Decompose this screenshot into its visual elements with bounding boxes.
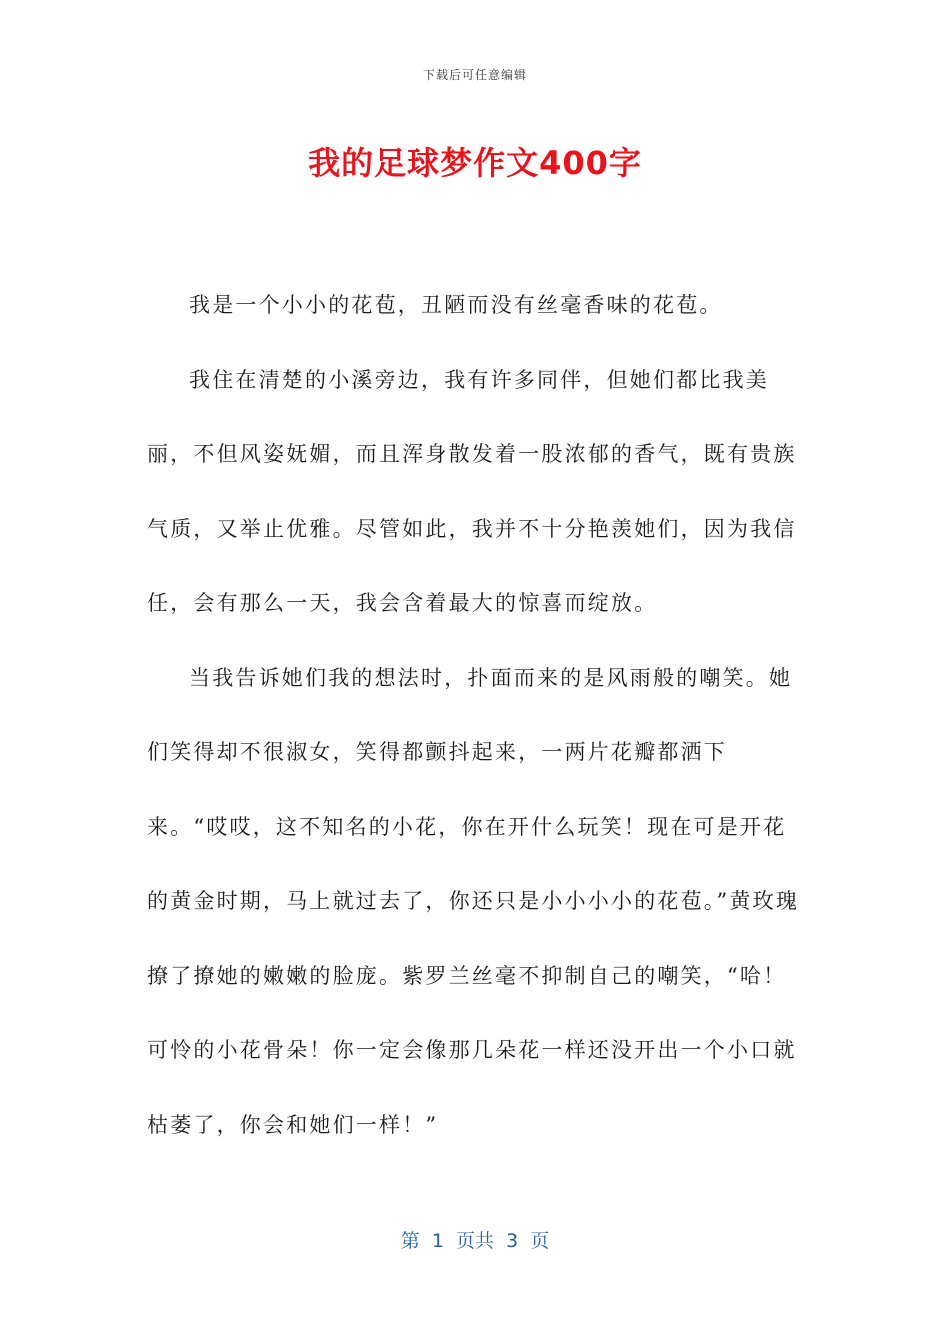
paragraph: 当我告诉她们我的想法时，扑面而来的是风雨般的嘲笑。她们笑得却不很淑女，笑得都颤抖起来，一两片花瓣都洒下来。“哎哎，这不知名的小花，你在开什么玩笑！现在可是开花的黄金时期，马上就过去了，你还只是小小小小的花苞。”黄玫瑰撩了撩她的嫩嫩的脸庞。紫罗兰丝毫不抑制自己的嘲笑，“哈！可怜的小花骨朵！你一定会像那几朵花一样还没开出一个小口就枯萎了，你会和她们一样！” <box>147 665 800 1137</box>
document-title: 我的足球梦作文400字 <box>308 144 642 182</box>
header-note: 下载后可任意编辑 <box>422 68 527 82</box>
paragraph: 我是一个小小的花苞，丑陋而没有丝毫香味的花苞。 <box>189 293 723 317</box>
paragraph: 我住在清楚的小溪旁边，我有许多同伴，但她们都比我美丽，不但风姿妩媚，而且浑身散发着一股浓郁的香气，既有贵族气质，又举止优雅。尽管如此，我并不十分艳羡她们，因为我信任，会有那么一天，我会含着最大的惊喜而绽放。 <box>147 367 797 615</box>
page-number: 第 1 页共 3 页 <box>400 1230 550 1252</box>
document-body <box>147 268 807 1162</box>
